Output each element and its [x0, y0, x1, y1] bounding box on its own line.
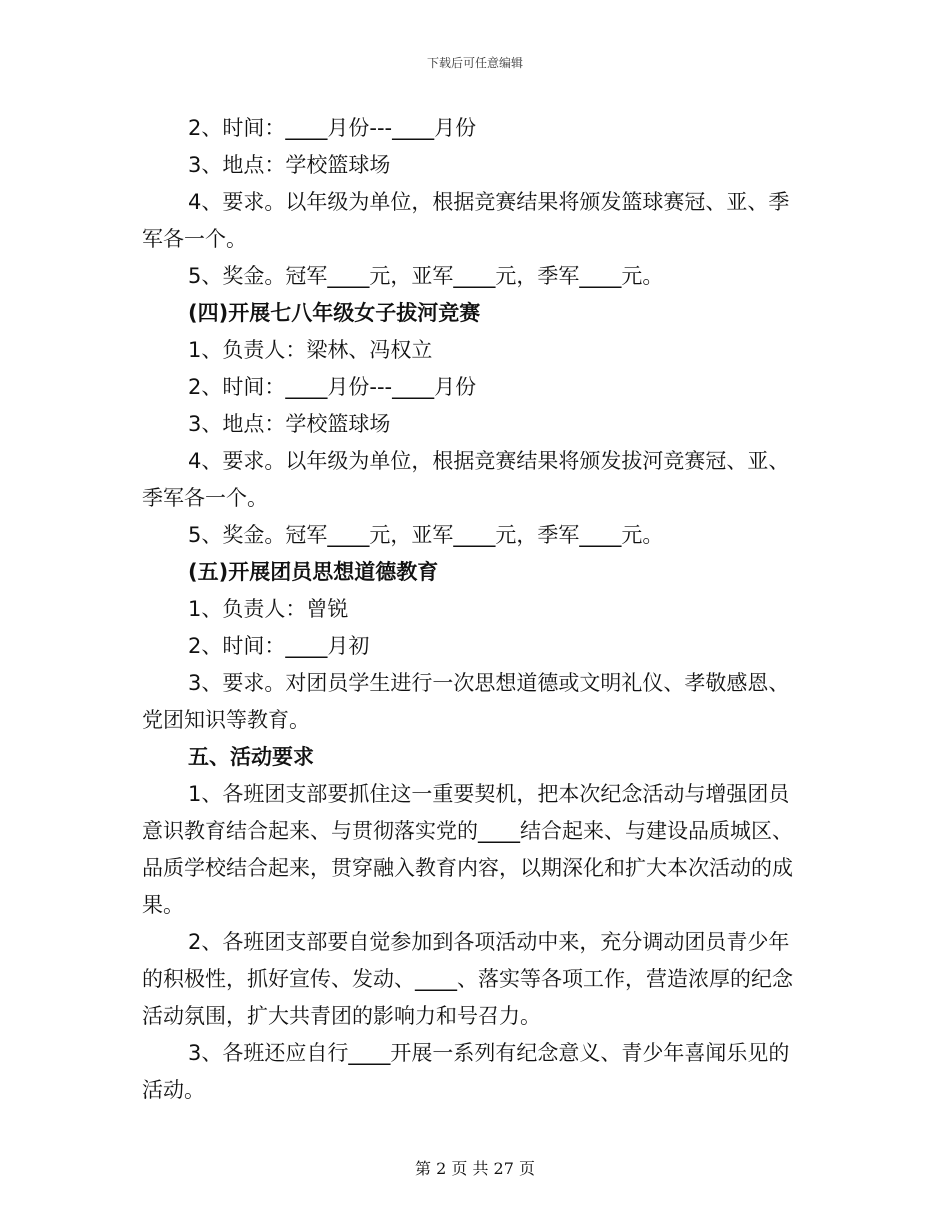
paragraph-18: 3、各班还应自行____开展一系列有纪念意义、青少年喜闻乐见的活动。 — [142, 1041, 790, 1102]
paragraph-9: 4、要求。以年级为单位，根据竞赛结果将颁发拔河竞赛冠、亚、季军各一个。 — [142, 449, 790, 510]
document-body — [142, 110, 810, 1109]
page-header: 下载后可任意编辑 — [426, 56, 523, 70]
paragraph-4: 5、奖金。冠军____元，亚军____元，季军____元。 — [188, 264, 664, 288]
paragraph-3: 4、要求。以年级为单位，根据竞赛结果将颁发篮球赛冠、亚、季军各一个。 — [142, 190, 790, 251]
paragraph-1: 2、时间：____月份---____月份 — [188, 116, 477, 140]
section-heading-4: (四)开展七八年级女子拔河竞赛 — [188, 301, 481, 325]
paragraph-7: 2、时间：____月份---____月份 — [188, 375, 477, 399]
section-heading-5: (五)开展团员思想道德教育 — [188, 560, 439, 584]
paragraph-17: 2、各班团支部要自觉参加到各项活动中来，充分调动团员青少年的积极性，抓好宣传、发动、____、落实等各项工作，营造浓厚的纪念活动氛围，扩大共青团的影响力和号召力。 — [142, 930, 793, 1028]
chapter-heading-activity-requirements: 五、活动要求 — [188, 745, 314, 769]
paragraph-10: 5、奖金。冠军____元，亚军____元，季军____元。 — [188, 523, 664, 547]
paragraph-8: 3、地点：学校篮球场 — [188, 412, 391, 436]
paragraph-16: 1、各班团支部要抓住这一重要契机，把本次纪念活动与增强团员意识教育结合起来、与贯彻落实党的____结合起来、与建设品质城区、品质学校结合起来，贯穿融入教育内容，以期深化和扩大本次活动的成果。 — [142, 782, 793, 917]
paragraph-14: 3、要求。对团员学生进行一次思想道德或文明礼仪、孝敬感恩、党团知识等教育。 — [142, 671, 790, 732]
page-footer: 第 2 页 共 27 页 — [415, 1159, 535, 1178]
paragraph-13: 2、时间：____月初 — [188, 634, 370, 658]
paragraph-2: 3、地点：学校篮球场 — [188, 153, 391, 177]
paragraph-6: 1、负责人：梁林、冯权立 — [188, 338, 433, 362]
paragraph-12: 1、负责人：曾锐 — [188, 597, 349, 621]
